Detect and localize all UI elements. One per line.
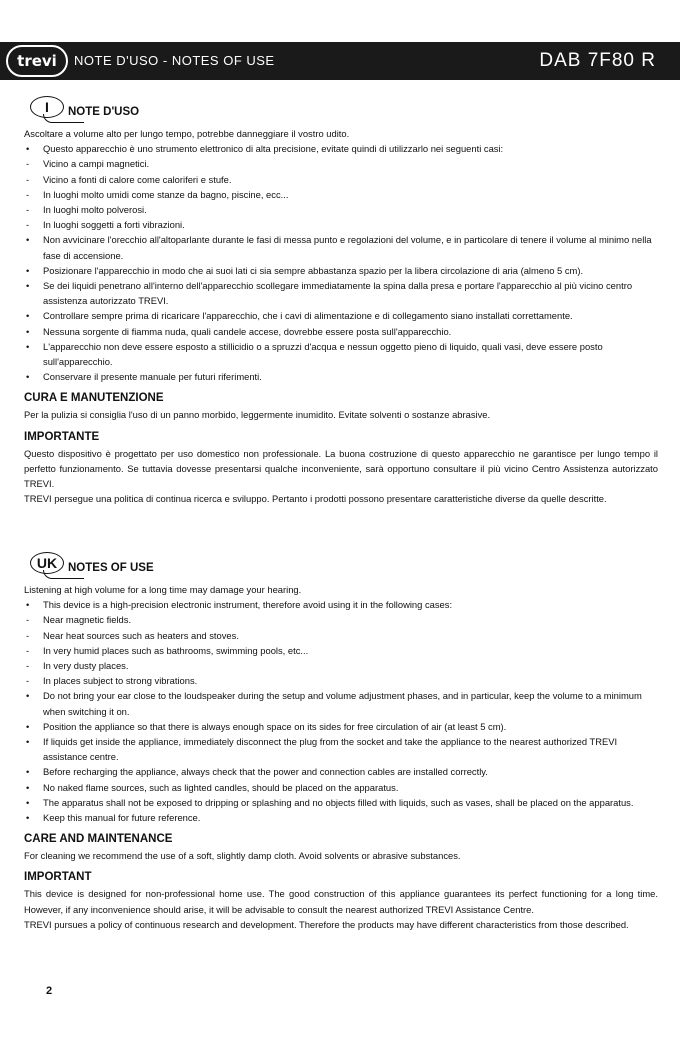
dash-marker: - [26, 629, 30, 641]
model-name: DAB 7F80 R [539, 50, 656, 71]
list-item-text: Do not bring your ear close to the loudspeaker during the setup and volume adjustment phases, and in particular, keep the volume to a minimum when switching it on. [43, 690, 642, 717]
list-item-text: In luoghi molto polverosi. [43, 204, 147, 216]
dash-marker: - [26, 644, 30, 656]
list-item [24, 734, 658, 764]
list-item-text: Position the appliance so that there is always enough space on its sides for free circulation of air (at least 5 cm). [43, 720, 507, 732]
list-item-text: Near magnetic fields. [43, 614, 132, 626]
english-heading [24, 552, 658, 582]
bullet-marker: • [26, 310, 30, 322]
bullet-marker: • [26, 720, 30, 732]
list-item-text: Non avvicinare l'orecchio all'altoparlante durante le fasi di messa punto e regolazioni del volume, e in particolare di tenere il volume al minimo nella fase di accensione. [43, 234, 652, 261]
list-item-text: In very humid places such as bathrooms, swimming pools, etc... [43, 644, 309, 656]
dash-marker: - [26, 204, 30, 216]
dash-marker: - [26, 219, 30, 231]
list-item [24, 156, 658, 171]
dash-marker: - [26, 158, 30, 170]
list-item-text: Se dei liquidi penetrano all'interno dell'apparecchio scollegare immediatamente la spina dalla presa e portare l'apparecchio al più vicino centro assistenza autorizzato TREVI. [43, 280, 633, 307]
italian-section [24, 96, 658, 506]
list-item-text: Conservare il presente manuale per futuri riferimenti. [43, 371, 262, 383]
list-item [24, 810, 658, 825]
list-item-text: In very dusty places. [43, 660, 129, 672]
bullet-marker: • [26, 766, 30, 778]
list-item [24, 187, 658, 202]
care-text: Per la pulizia si consiglia l'uso di un panno morbido, leggermente inumidito. Evitate solventi o sostanze abrasive. [24, 409, 491, 421]
care-title: CURA E MANUTENZIONE [24, 392, 164, 405]
list-item-text: No naked flame sources, such as lighted candles, should be placed on the apparatus. [43, 781, 399, 793]
list-item [24, 324, 658, 339]
list-item-text: In places subject to strong vibrations. [43, 675, 198, 687]
list-item [24, 232, 658, 262]
list-item [24, 278, 658, 308]
bullet-marker: • [26, 234, 30, 246]
bullet-marker: • [26, 781, 30, 793]
language-badge-it: I [30, 96, 64, 118]
bullet-marker: • [26, 280, 30, 292]
list-item-text: L'apparecchio non deve essere esposto a stillicidio o a spruzzi d'acqua e nessun oggetto pieno di liquido, quali vasi, deve essere posto sull'apparecchio. [43, 340, 603, 368]
dash-marker: - [26, 173, 30, 185]
bullet-marker: • [26, 690, 30, 702]
list-item [24, 673, 658, 688]
list-item-text: Vicino a fonti di calore come caloriferi e stufe. [43, 173, 232, 185]
list-item [24, 688, 658, 718]
list-item [24, 643, 658, 658]
list-item [24, 795, 658, 810]
list-item [24, 263, 658, 278]
dash-marker: - [26, 675, 30, 687]
list-item [24, 764, 658, 779]
list-item [24, 597, 658, 612]
language-badge-uk: UK [30, 552, 64, 574]
bullet-marker: • [26, 325, 30, 337]
bullet-marker: • [26, 812, 30, 824]
dash-marker: - [26, 660, 30, 672]
header-bar [0, 42, 680, 80]
list-item-text: Keep this manual for future reference. [43, 812, 201, 824]
bullet-marker: • [26, 736, 30, 748]
list-item-text: This device is a high-precision electronic instrument, therefore avoid using it in the following cases: [43, 599, 453, 611]
list-item-text: Before recharging the appliance, always check that the power and connection cables are installed correctly. [43, 766, 488, 778]
list-item-text: Questo apparecchio è uno strumento elettronico di alta precisione, evitate quindi di utilizzarlo nei seguenti casi: [43, 143, 504, 155]
list-item [24, 628, 658, 643]
bullet-marker: • [26, 371, 30, 383]
section-title: NOTES OF USE [68, 562, 154, 574]
important-title: IMPORTANTE [24, 430, 100, 443]
bullet-marker: • [26, 264, 30, 276]
list-item [24, 217, 658, 232]
english-section [24, 552, 658, 932]
care-text: For cleaning we recommend the use of a soft, slightly damp cloth. Avoid solvents or abrasive substances. [24, 850, 461, 862]
list-item [24, 780, 658, 795]
section-title: NOTE D'USO [68, 106, 140, 118]
list-item [24, 172, 658, 187]
dash-marker: - [26, 614, 30, 626]
header-title: NOTE D'USO - NOTES OF USE [74, 53, 275, 68]
list-item [24, 658, 658, 673]
list-item [24, 719, 658, 734]
bullet-marker: • [26, 143, 30, 155]
list-item-text: Posizionare l'apparecchio in modo che ai suoi lati ci sia sempre abbastanza spazio per la libera circolazione di aria (almeno 5 cm). [43, 264, 584, 276]
list-item [24, 141, 658, 156]
page-number: 2 [46, 985, 53, 997]
list-item-text: Controllare sempre prima di ricaricare l'apparecchio, che i cavi di alimentazione e di collegamento siano installati correttamente. [43, 310, 573, 322]
list-item [24, 369, 658, 384]
care-title: CARE AND MAINTENANCE [24, 833, 173, 846]
list-item-text: In luoghi molto umidi come stanze da bagno, piscine, ecc... [43, 188, 289, 200]
important-text-2: TREVI pursues a policy of continuous research and development. Therefore the products may have different characteristics from those described. [24, 918, 629, 930]
warning-list [24, 141, 658, 384]
list-item-text: Vicino a campi magnetici. [43, 158, 150, 170]
list-item-text: In luoghi soggetti a forti vibrazioni. [43, 219, 185, 231]
warning-list [24, 597, 658, 825]
list-item [24, 308, 658, 323]
important-title: IMPORTANT [24, 871, 92, 884]
list-item-text: The apparatus shall not be exposed to dripping or splashing and no objects filled with liquids, such as vases, shall be placed on the apparatus. [43, 796, 634, 808]
trevi-logo: trevi [6, 45, 68, 77]
bullet-marker: • [26, 599, 30, 611]
bullet-marker: • [26, 340, 30, 352]
intro-text: Ascoltare a volume alto per lungo tempo, potrebbe danneggiare il vostro udito. [24, 128, 350, 139]
list-item [24, 612, 658, 627]
list-item-text: Near heat sources such as heaters and stoves. [43, 629, 239, 641]
important-text: Questo dispositivo è progettato per uso domestico non professionale. La buona costruzione di questo apparecchio ne garantisce per lungo tempo il perfetto funzionamento. Se tuttavia dovesse presentarsi qualche inconveniente, sarà opportuno consultare il più vicino Centro Assistenza autorizzato TREVI. [24, 447, 658, 490]
list-item-text: Nessuna sorgente di fiamma nuda, quali candele accese, dovrebbe essere posta sull'apparecchio. [43, 325, 452, 337]
list-item [24, 339, 658, 369]
bullet-marker: • [26, 796, 30, 808]
intro-text: Listening at high volume for a long time may damage your hearing. [24, 584, 302, 595]
list-item [24, 202, 658, 217]
italian-heading [24, 96, 658, 126]
list-item-text: If liquids get inside the appliance, immediately disconnect the plug from the socket and take the appliance to the nearest authorized TREVI assistance centre. [43, 736, 618, 763]
important-text-2: TREVI persegue una politica di continua ricerca e sviluppo. Pertanto i prodotti possono presentare caratteristiche diverse da quelle descritte. [24, 493, 607, 505]
dash-marker: - [26, 188, 30, 200]
important-text: This device is designed for non-professional home use. The good construction of this appliance guarantees its perfect functioning for a long time. However, if any inconvenience should arise, it will be advisable to consult the nearest authorized TREVI Assistance Centre. [24, 888, 658, 915]
